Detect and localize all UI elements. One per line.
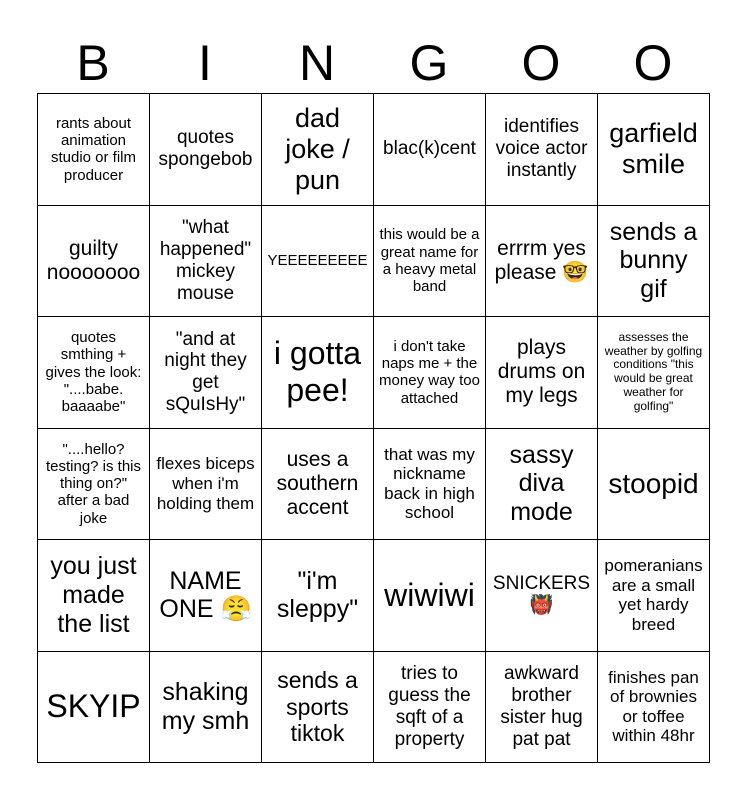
header-letter-n: N <box>298 35 336 91</box>
bingo-cell[interactable]: this would be a great name for a heavy metal band <box>374 205 486 317</box>
bingo-cell[interactable]: sends a bunny gif <box>598 205 710 317</box>
bingo-cell[interactable]: SNICKERS 👹 <box>486 540 598 652</box>
bingo-cell[interactable]: dad joke / pun <box>262 94 374 206</box>
bingo-cell[interactable]: "....hello? testing? is this thing on?" after a bad joke <box>38 428 150 540</box>
bingo-cell[interactable]: pomeranians are a small yet hardy breed <box>598 540 710 652</box>
bingo-cell[interactable]: rants about animation studio or film producer <box>38 94 150 206</box>
board-row <box>38 540 710 652</box>
header-letter-g: G <box>409 35 449 91</box>
bingo-cell[interactable]: sassy diva mode <box>486 428 598 540</box>
bingo-cell[interactable]: i don't take naps me + the money way too attached <box>374 317 486 429</box>
header-letter-b: B <box>76 35 110 91</box>
bingo-cell[interactable]: "what happened" mickey mouse <box>150 205 262 317</box>
bingo-cell[interactable]: you just made the list <box>38 540 150 652</box>
bingo-cell[interactable]: SKYIP <box>38 651 150 763</box>
bingo-cell[interactable]: NAME ONE 😤 <box>150 540 262 652</box>
header-letter-o-2: O <box>633 35 673 91</box>
bingo-cell[interactable]: sends a sports tiktok <box>262 651 374 763</box>
bingo-cell[interactable]: guilty nooooooo <box>38 205 150 317</box>
bingo-cell[interactable]: identifies voice actor instantly <box>486 94 598 206</box>
bingo-header <box>37 32 709 94</box>
header-letter-o: O <box>521 35 561 91</box>
bingo-cell[interactable]: stoopid <box>598 428 710 540</box>
bingo-cell[interactable]: finishes pan of brownies or toffee within 48hr <box>598 651 710 763</box>
bingo-cell[interactable]: that was my nickname back in high school <box>374 428 486 540</box>
bingo-cell[interactable]: YEEEEEEEEE <box>262 205 374 317</box>
bingo-cell[interactable]: "i'm sleppy" <box>262 540 374 652</box>
bingo-cell[interactable]: "and at night they get sQuIsHy" <box>150 317 262 429</box>
bingo-cell[interactable]: wiwiwi <box>374 540 486 652</box>
header-letter-i: I <box>198 35 212 91</box>
bingo-cell[interactable]: assesses the weather by golfing conditions "this would be great weather for golfing" <box>598 317 710 429</box>
bingo-cell[interactable]: plays drums on my legs <box>486 317 598 429</box>
board-row <box>38 651 710 763</box>
bingo-cell[interactable]: blac(k)cent <box>374 94 486 206</box>
bingo-cell[interactable]: awkward brother sister hug pat pat <box>486 651 598 763</box>
bingo-cell[interactable]: errrm yes please 🤓 <box>486 205 598 317</box>
board-row <box>38 94 710 206</box>
bingo-board <box>37 93 710 763</box>
bingo-cell[interactable]: quotes spongebob <box>150 94 262 206</box>
bingo-cell[interactable]: garfield smile <box>598 94 710 206</box>
board-row <box>38 317 710 429</box>
bingo-cell[interactable]: quotes smthing + gives the look: "....babe. baaaabe" <box>38 317 150 429</box>
bingo-cell[interactable]: tries to guess the sqft of a property <box>374 651 486 763</box>
board-row <box>38 428 710 540</box>
bingo-cell[interactable]: i gotta pee! <box>262 317 374 429</box>
board-row <box>38 205 710 317</box>
bingo-cell[interactable]: flexes biceps when i'm holding them <box>150 428 262 540</box>
bingo-cell[interactable]: uses a southern accent <box>262 428 374 540</box>
bingo-cell[interactable]: shaking my smh <box>150 651 262 763</box>
